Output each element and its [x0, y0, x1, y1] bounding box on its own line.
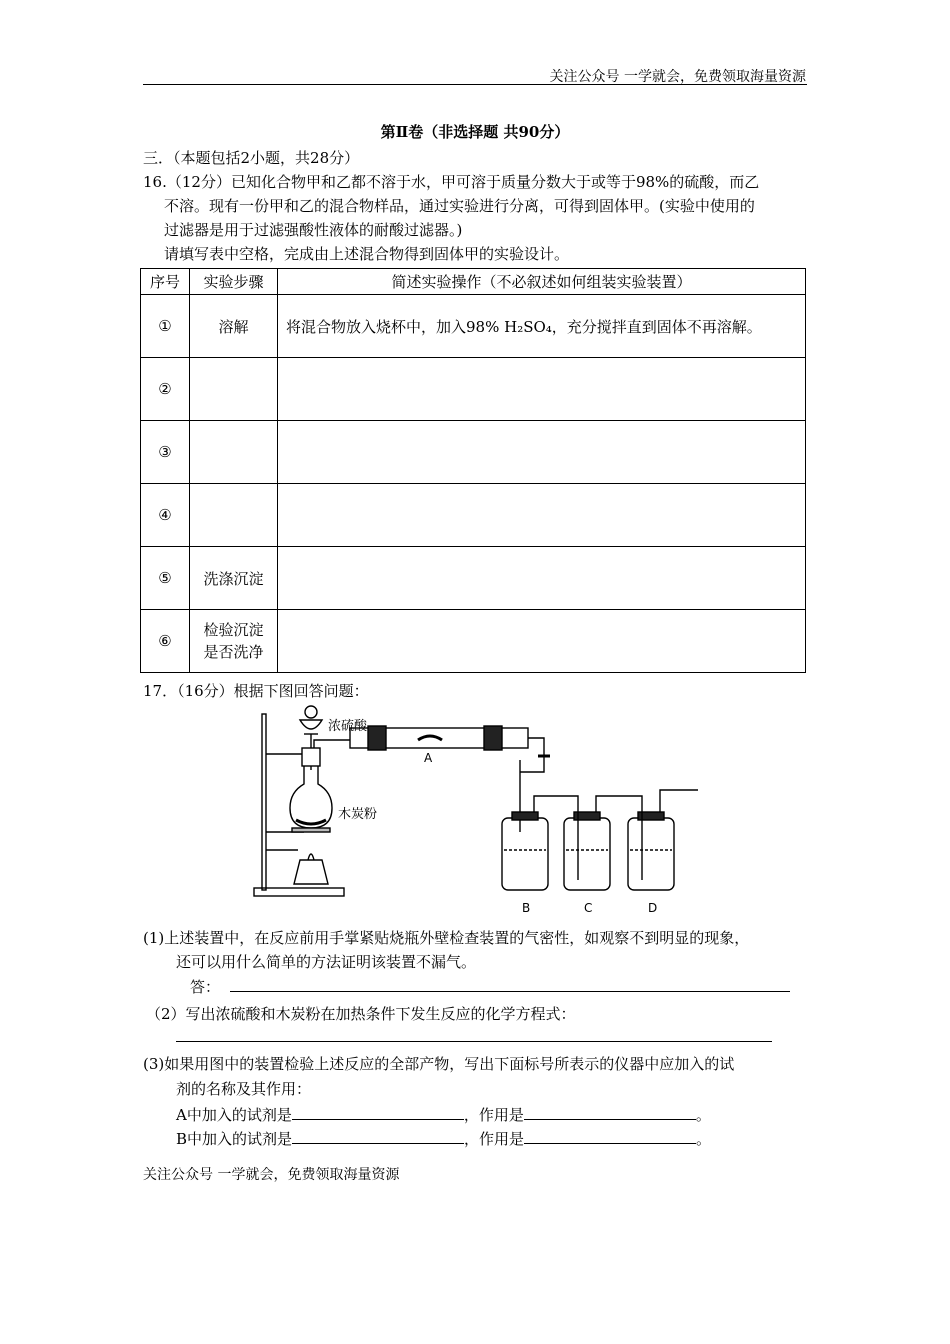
- stand-base: [254, 888, 344, 896]
- q17-a-row: [176, 1101, 711, 1127]
- lamp-flame: [308, 854, 314, 860]
- header-num: 序号: [141, 269, 190, 295]
- a-period: 。: [695, 1106, 711, 1124]
- q17-p3-line-2: 剂的名称及其作用：: [176, 1080, 312, 1098]
- question-16: [143, 170, 811, 266]
- q17-p1-answer-label: 答：: [190, 978, 221, 996]
- header-step: 实验步骤: [190, 269, 278, 295]
- q17-p3-line-1: (3)如果用图中的装置检验上述反应的全部产物，写出下面标号所表示的仪器中应加入的试: [143, 1055, 735, 1073]
- apparatus-diagram: [238, 700, 708, 920]
- stand-rod: [262, 714, 266, 890]
- row-step-line-1: 检验沉淀: [203, 621, 264, 639]
- row-step-blank[interactable]: [190, 358, 278, 421]
- q16-line-3: 过滤器是用于过滤强酸性液体的耐酸过滤器。): [164, 221, 463, 239]
- a-effect-blank[interactable]: [524, 1101, 696, 1120]
- round-flask: [290, 766, 332, 828]
- row-num: ⑥: [141, 610, 190, 673]
- q17-p2-answer-line[interactable]: [176, 1041, 772, 1042]
- tube-to-b: [528, 738, 544, 756]
- table-row: [141, 484, 806, 547]
- label-acid: 浓硫酸: [328, 719, 368, 734]
- tube-stopper-left: [368, 726, 386, 750]
- page-header: 关注公众号 一学就会，免费领取海量资源: [549, 69, 806, 85]
- row-num: ③: [141, 421, 190, 484]
- label-charcoal: 木炭粉: [338, 807, 378, 822]
- reagent-a: [418, 736, 442, 740]
- row-step: 洗涤沉淀: [190, 547, 278, 610]
- b-reagent-label: B中加入的试剂是: [176, 1130, 293, 1148]
- tube-b-to-c: [534, 796, 578, 880]
- header-divider: [143, 84, 807, 85]
- row-num: ②: [141, 358, 190, 421]
- table-row: [141, 547, 806, 610]
- row-operation-blank[interactable]: [278, 484, 806, 547]
- q16-line-1: 16.（12分）已知化合物甲和乙都不溶于水，甲可溶于质量分数大于或等于98%的硫酸，而乙: [143, 173, 760, 191]
- a-effect-label: ，作用是: [463, 1106, 524, 1124]
- label-a: A: [424, 751, 433, 765]
- q16-instruction: 请填写表中空格，完成由上述混合物得到固体甲的实验设计。: [164, 245, 570, 263]
- separatory-funnel: [300, 720, 322, 729]
- wash-bottle-d: [628, 818, 674, 890]
- wire-gauze: [292, 828, 330, 832]
- q17-p1-line-2: 还可以用什么简单的方法证明该装置不漏气。: [176, 953, 477, 971]
- q16-line-2: 不溶。现有一份甲和乙的混合物样品，通过实验进行分离，可得到固体甲。(实验中使用的: [164, 197, 755, 215]
- row-step: [190, 610, 278, 673]
- funnel-stopper: [305, 706, 317, 718]
- row-operation-blank[interactable]: [278, 358, 806, 421]
- flask-stopper: [302, 748, 320, 766]
- experiment-table: [140, 268, 806, 673]
- label-d: D: [648, 901, 658, 915]
- a-reagent-label: A中加入的试剂是: [176, 1106, 292, 1124]
- delivery-tube: [314, 740, 350, 748]
- b-reagent-blank[interactable]: [292, 1125, 464, 1144]
- header-operation: 简述实验操作（不必叙述如何组装实验装置）: [278, 269, 806, 295]
- q17-p2: （2）写出浓硫酸和木炭粉在加热条件下发生反应的化学方程式：: [146, 1005, 576, 1023]
- row-step: 溶解: [190, 295, 278, 358]
- a-reagent-blank[interactable]: [292, 1101, 464, 1120]
- q17-p1-answer-line[interactable]: [230, 991, 790, 992]
- alcohol-lamp: [294, 860, 328, 884]
- page-footer: 关注公众号 一学就会，免费领取海量资源: [143, 1167, 400, 1183]
- row-num: ⑤: [141, 547, 190, 610]
- table-header-row: [141, 269, 806, 295]
- table-row: [141, 358, 806, 421]
- b-period: 。: [696, 1130, 712, 1148]
- bottle-b-stopper: [512, 812, 538, 820]
- row-step-blank[interactable]: [190, 421, 278, 484]
- table-row: [141, 421, 806, 484]
- row-operation-blank[interactable]: [278, 610, 806, 673]
- table-row: [141, 295, 806, 358]
- connector-b: [520, 756, 544, 772]
- q17-b-row: [176, 1125, 711, 1151]
- row-num: ④: [141, 484, 190, 547]
- part-heading: 三．（本题包括2小题，共28分）: [143, 149, 360, 167]
- charcoal-powder: [296, 820, 326, 824]
- section-title: 第Ⅱ卷（非选择题 共90分）: [380, 123, 570, 141]
- b-effect-label: ，作用是: [464, 1130, 525, 1148]
- tube-c-to-d: [596, 796, 642, 880]
- row-operation-blank[interactable]: [278, 547, 806, 610]
- row-operation-blank[interactable]: [278, 421, 806, 484]
- row-operation: 将混合物放入烧杯中，加入98% H₂SO₄，充分搅拌直到固体不再溶解。: [278, 295, 806, 358]
- exhaust-tube: [660, 790, 698, 812]
- table-row: [141, 610, 806, 673]
- row-step-line-2: 是否洗净: [203, 643, 264, 661]
- q17-p1-line-1: (1)上述装置中，在反应前用手掌紧贴烧瓶外壁检查装置的气密性，如观察不到明显的现象，: [143, 929, 750, 947]
- label-c: C: [584, 901, 593, 915]
- row-num: ①: [141, 295, 190, 358]
- label-b: B: [522, 901, 531, 915]
- tube-stopper-right: [484, 726, 502, 750]
- b-effect-blank[interactable]: [524, 1125, 696, 1144]
- q17-stem: 17．（16分）根据下图回答问题：: [143, 682, 369, 700]
- wash-bottle-c: [564, 818, 610, 890]
- row-step-blank[interactable]: [190, 484, 278, 547]
- wash-bottle-b: [502, 818, 548, 890]
